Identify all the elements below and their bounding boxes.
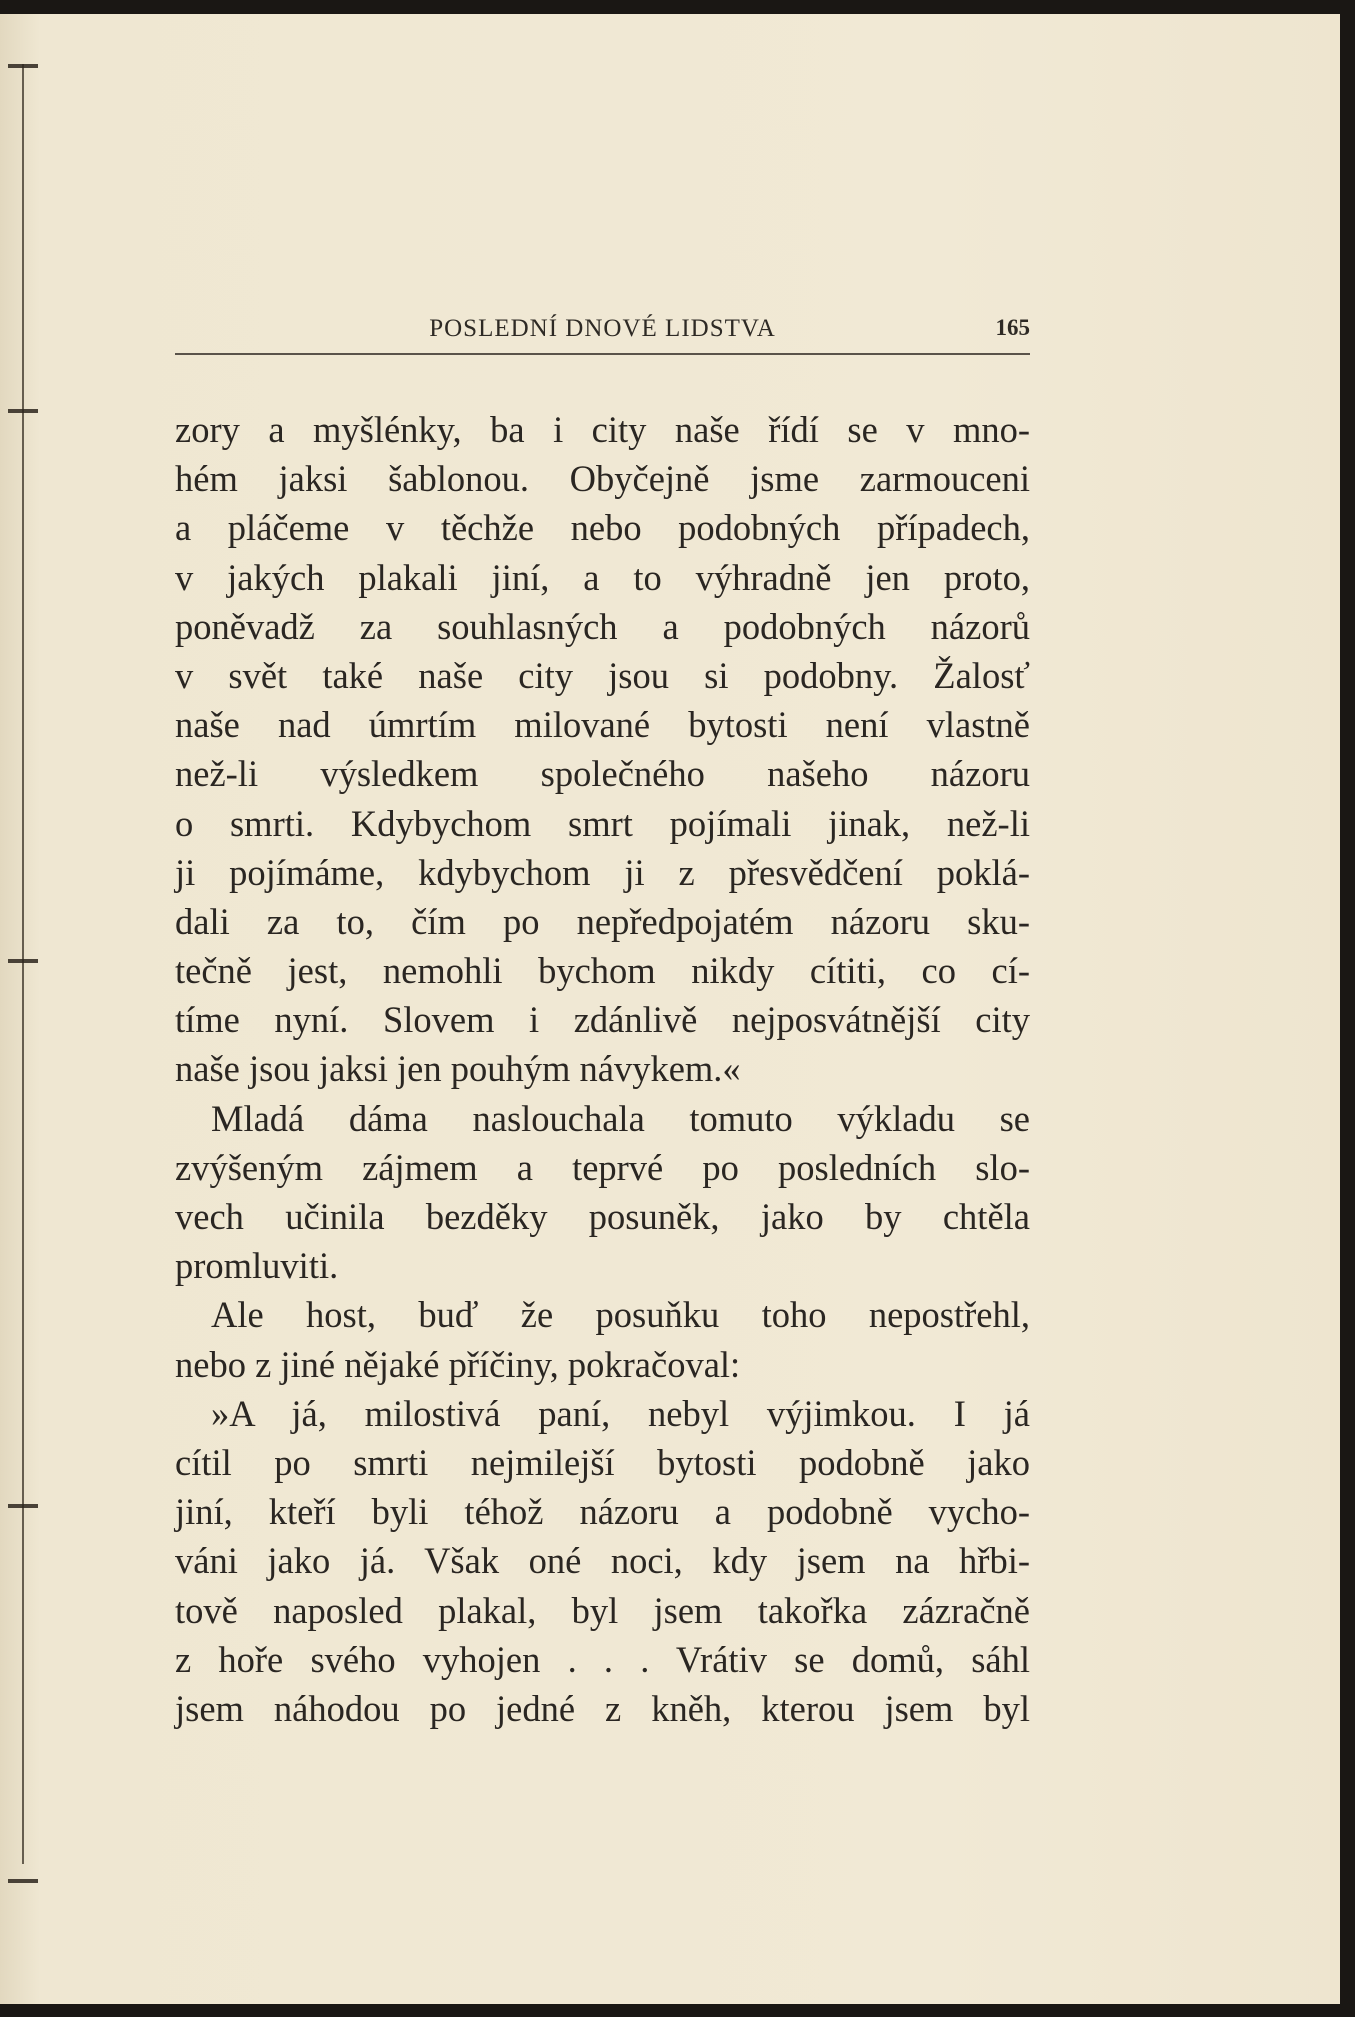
text-line: v svět také naše city jsou si podobny. Žalosť (175, 654, 1030, 696)
text-line: vech učinila bezděky posuněk, jako by chtěla (175, 1196, 1030, 1237)
binding-mark (8, 1879, 38, 1883)
text-line: váni jako já. Však oné noci, kdy jsem na hřbi- (175, 1540, 1030, 1582)
text-line: cítil po smrti nejmilejší bytosti podobně jako (175, 1441, 1030, 1483)
text-line: Mladá dáma naslouchala tomuto výkladu se (211, 1097, 1030, 1139)
text-line: o smrti. Kdybychom smrt pojímali jinak, než-li (175, 802, 1030, 844)
text-line: tově naposled plakal, byl jsem takořka zázračně (175, 1589, 1030, 1631)
text-line: než-li výsledkem společného našeho názoru (175, 753, 1030, 795)
binding-mark (8, 1504, 38, 1508)
running-header (175, 315, 1030, 349)
text-line: poněvadž za souhlasných a podobných názorů (175, 605, 1030, 647)
binding-mark (8, 409, 38, 413)
text-line: promluviti. (175, 1245, 339, 1287)
binding-mark (8, 64, 38, 68)
page-number: 165 (995, 315, 1030, 340)
text-line: zvýšeným zájmem a teprvé po posledních slo- (175, 1146, 1030, 1188)
text-line: a pláčeme v těchže nebo podobných případech, (175, 507, 1030, 549)
text-line: zory a myšlénky, ba i city naše řídí se v mno- (175, 409, 1030, 450)
text-line: dali za to, čím po nepředpojatém názoru sku- (175, 900, 1030, 942)
text-line: jsem náhodou po jedné z kněh, kterou jsem byl (175, 1687, 1030, 1729)
text-line: z hoře svého vyhojen . . . Vrátiv se domů, sáhl (175, 1638, 1030, 1680)
text-line: tečně jest, nemohli bychom nikdy cítiti, co cí- (175, 950, 1030, 992)
header-rule (175, 353, 1030, 355)
text-line: ji pojímáme, kdybychom ji z přesvědčení poklá- (175, 851, 1030, 893)
text-line: tíme nyní. Slovem i zdánlivě nejposvátnější city (175, 999, 1030, 1041)
binding-mark (8, 959, 38, 963)
text-line: nebo z jiné nějaké příčiny, pokračoval: (175, 1343, 741, 1385)
text-line: naše jsou jaksi jen pouhým návykem.« (175, 1048, 741, 1090)
text-line: Ale host, buď že posuňku toho nepostřehl, (211, 1294, 1030, 1336)
running-title: POSLEDNÍ DNOVÉ LIDSTVA (429, 315, 776, 342)
text-line: naše nad úmrtím milované bytosti není vlastně (175, 704, 1030, 746)
text-line: jiní, kteří byli téhož názoru a podobně vycho- (175, 1491, 1030, 1533)
text-line: v jakých plakali jiní, a to výhradně jen proto, (175, 556, 1030, 598)
body-text (175, 405, 1030, 1733)
binding-edge (22, 64, 24, 1864)
text-line: »A já, milostivá paní, nebyl výjimkou. I já (211, 1392, 1030, 1434)
text-line: hém jaksi šablonou. Obyčejně jsme zarmouceni (175, 458, 1030, 500)
